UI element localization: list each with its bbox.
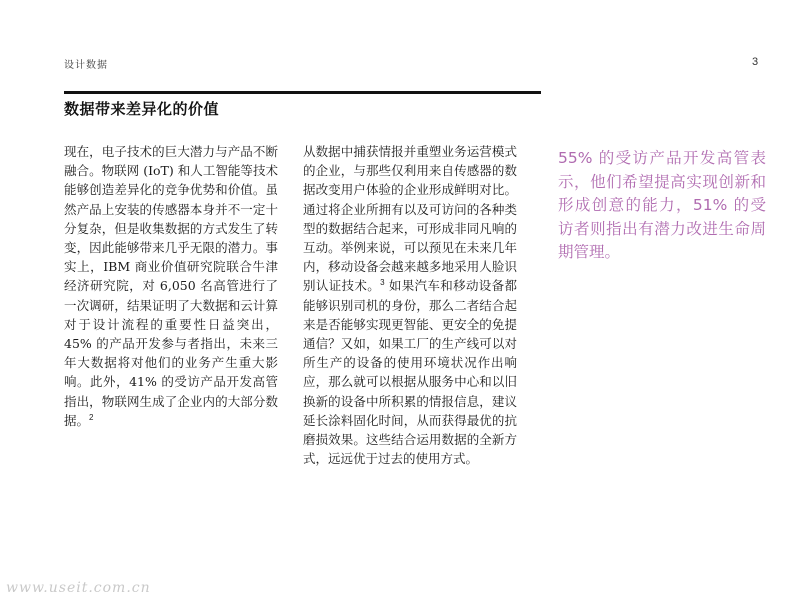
page-number: 3: [752, 56, 759, 68]
section-title: 数据带来差异化的价值: [64, 100, 220, 118]
column2-paragraph-part1: 从数据中捕获情报并重塑业务运营模式的企业，与那些仅利用来自传感器的数据改变用户体验的企业形成鲜明对比。通过将企业所拥有以及可访问的各种类型的数据结合起来，可形成非同凡响的互动。举例来说，可以预见在未来几年内，移动设备会越来越多地采用人脸识别认证技术。: [303, 144, 517, 294]
body-column-2: [303, 142, 517, 468]
watermark-text: www.useit.com.cn: [6, 580, 151, 596]
footnote-ref-2: 2: [89, 412, 94, 422]
footnote-ref-3: 3: [380, 278, 385, 288]
pull-quote: 55% 的受访产品开发高管表示，他们希望提高实现创新和形成创意的能力，51% 的受访者则指出有潜力改进生命周期管理。: [558, 149, 766, 261]
title-rule: [64, 91, 541, 94]
body-column-1: [64, 142, 278, 430]
column2-paragraph-part2: 如果汽车和移动设备都能够识别司机的身份，那么二者结合起来是否能够实现更智能、更安全的免提通信？又如，如果工厂的生产线可以对所生产的设备的使用环境状况作出响应，那么就可以根据从服务中心和以旧换新的设备中所积累的情报信息，建议延长涂料固化时间，从而获得最优的抗磨损效果。这些结合运用数据的全新方式，远远优于过去的使用方式。: [303, 278, 517, 467]
section-label: 设计数据: [64, 60, 108, 71]
column1-paragraph: 现在，电子技术的巨大潜力与产品不断融合。物联网 (IoT) 和人工智能等技术能够创造差异化的竞争优势和价值。虽然产品上安装的传感器本身并不一定十分复杂，但是收集数据的方式发生了转变，因此能够带来几乎无限的潜力。事实上，IBM 商业价值研究院联合牛津经济研究院，对 6,050 名高管进行了一次调研，结果证明了大数据和云计算对于设计流程的重要性日益突出，45% 的产品开发参与者指出，未来三年大数据将对他们的业务产生重大影响。此外，41% 的受访产品开发高管指出，物联网生成了企业内的大部分数据。: [64, 144, 278, 428]
